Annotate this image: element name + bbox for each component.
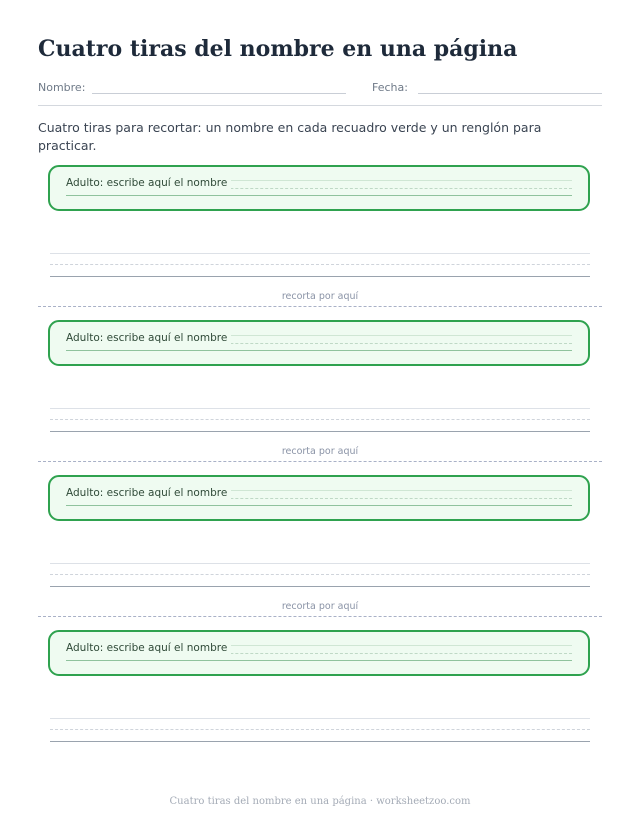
box-guide-baseline	[66, 660, 572, 661]
cut-guide	[38, 601, 602, 617]
name-box[interactable]	[48, 165, 590, 211]
header-fields	[38, 81, 602, 95]
cut-line	[38, 461, 602, 462]
practice-mid-line	[50, 574, 590, 575]
box-label: Adulto: escribe aquí el nombre	[66, 177, 231, 189]
box-guide-baseline	[66, 350, 572, 351]
practice-line[interactable]	[50, 563, 590, 589]
practice-mid-line	[50, 729, 590, 730]
practice-line[interactable]	[50, 718, 590, 744]
practice-top-line	[50, 253, 590, 254]
box-guide-baseline	[66, 505, 572, 506]
date-field[interactable]	[418, 93, 602, 94]
date-label: Fecha:	[372, 81, 408, 94]
page-footer: Cuatro tiras del nombre en una página · worksheetzoo.com	[169, 796, 471, 807]
practice-line[interactable]	[50, 408, 590, 434]
name-box[interactable]	[48, 320, 590, 366]
box-guide-baseline	[66, 195, 572, 196]
name-strip	[38, 320, 602, 475]
practice-mid-line	[50, 419, 590, 420]
box-label: Adulto: escribe aquí el nombre	[66, 487, 231, 499]
instructions: Cuatro tiras para recortar: un nombre en cada recuadro verde y un renglón para practicar.	[38, 120, 542, 153]
page-title: Cuatro tiras del nombre en una página	[38, 36, 518, 62]
name-strip	[38, 630, 602, 785]
cut-line	[38, 616, 602, 617]
cut-line	[38, 306, 602, 307]
cut-guide	[38, 446, 602, 462]
name-field[interactable]	[92, 93, 346, 94]
header-divider	[38, 105, 602, 106]
practice-mid-line	[50, 264, 590, 265]
cut-label: recorta por aquí	[281, 291, 359, 302]
cut-label: recorta por aquí	[281, 601, 359, 612]
practice-baseline	[50, 276, 590, 277]
practice-baseline	[50, 586, 590, 587]
practice-top-line	[50, 563, 590, 564]
cut-label: recorta por aquí	[281, 446, 359, 457]
name-strip	[38, 165, 602, 320]
name-box[interactable]	[48, 475, 590, 521]
practice-baseline	[50, 741, 590, 742]
box-label: Adulto: escribe aquí el nombre	[66, 332, 231, 344]
cut-guide	[38, 291, 602, 307]
name-box[interactable]	[48, 630, 590, 676]
name-strip	[38, 475, 602, 630]
practice-top-line	[50, 718, 590, 719]
box-label: Adulto: escribe aquí el nombre	[66, 642, 231, 654]
practice-line[interactable]	[50, 253, 590, 279]
name-label: Nombre:	[38, 81, 86, 94]
practice-top-line	[50, 408, 590, 409]
practice-baseline	[50, 431, 590, 432]
